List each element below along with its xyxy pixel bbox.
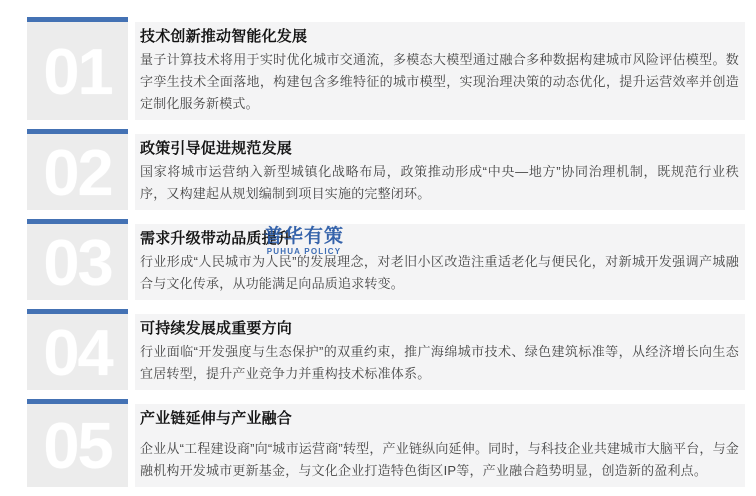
content-area bbox=[27, 17, 745, 496]
number-box bbox=[27, 22, 128, 120]
section-number: 02 bbox=[43, 135, 112, 209]
section-body: 行业形成“人民城市为人民”的发展理念，对老旧小区改造注重适老化与便民化，对新城开发强调产城融合与文化传承，从功能满足向品质追求转变。 bbox=[140, 254, 739, 291]
section-title: 产业链延伸与产业融合 bbox=[140, 410, 293, 427]
number-box bbox=[27, 404, 128, 487]
section-title: 可持续发展成重要方向 bbox=[140, 320, 293, 337]
section-number: 05 bbox=[43, 409, 112, 482]
section-number: 01 bbox=[43, 34, 112, 108]
section-5-content bbox=[135, 404, 745, 487]
section-number: 04 bbox=[43, 315, 112, 389]
section-row-4 bbox=[27, 309, 745, 390]
section-1-number-panel bbox=[27, 17, 128, 120]
section-body: 行业面临“开发强度与生态保护”的双重约束，推广海绵城市技术、绿色建筑标准等，从经济增长向生态宜居转型，提升产业竞争力并重构技术标准体系。 bbox=[140, 344, 739, 381]
section-4-content bbox=[135, 314, 745, 390]
section-number: 03 bbox=[43, 225, 112, 299]
section-body: 国家将城市运营纳入新型城镇化战略布局，政策推动形成“中央—地方”协同治理机制，既规范行业秩序，又构建起从规划编制到项目实施的完整闭环。 bbox=[140, 164, 739, 201]
section-title: 政策引导促进规范发展 bbox=[140, 140, 293, 157]
section-title: 技术创新推动智能化发展 bbox=[140, 28, 308, 45]
section-2-content bbox=[135, 134, 745, 210]
number-box bbox=[27, 134, 128, 210]
section-title: 需求升级带动品质提升 bbox=[140, 230, 293, 247]
section-row-5 bbox=[27, 399, 745, 487]
section-body: 企业从“工程建设商”向“城市运营商”转型，产业链纵向延伸。同时，与科技企业共建城市大脑平台，与金融机构开发城市更新基金，与文化企业打造特色街区IP等，产业融合趋势明显，创造新的盈利点。 bbox=[140, 441, 739, 478]
watermark-logo-subtext: PUHUA POLICY bbox=[266, 247, 342, 256]
section-2-number-panel bbox=[27, 129, 128, 210]
section-3-content bbox=[135, 224, 745, 300]
section-body: 量子计算技术将用于实时优化城市交通流，多模态大模型通过融合多种数据构建城市风险评估模型。数字孪生技术全面落地，构建包含多维特征的城市模型，实现治理决策的动态优化，提升运营效率并创造定制化服务新模式。 bbox=[140, 52, 739, 111]
number-box bbox=[27, 314, 128, 390]
section-row-1 bbox=[27, 17, 745, 120]
number-box bbox=[27, 224, 128, 300]
section-3-number-panel bbox=[27, 219, 128, 300]
section-5-number-panel bbox=[27, 399, 128, 487]
section-1-content bbox=[135, 22, 745, 120]
section-row-2 bbox=[27, 129, 745, 210]
section-row-3 bbox=[27, 219, 745, 300]
watermark-logo-text: 普华有策 bbox=[264, 226, 345, 247]
section-4-number-panel bbox=[27, 309, 128, 390]
